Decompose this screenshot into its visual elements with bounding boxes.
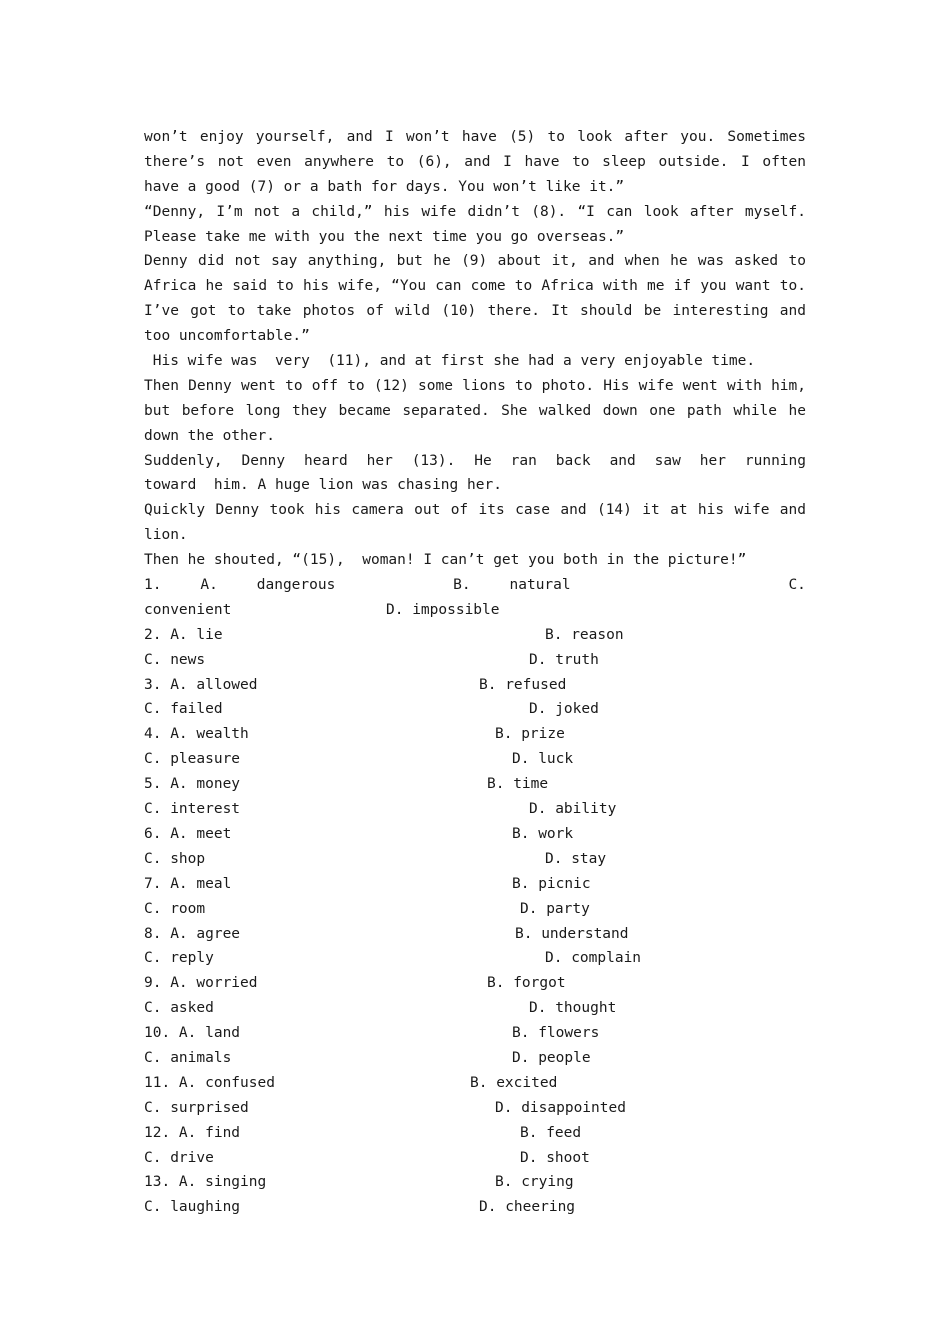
question-row-ab <box>144 772 806 797</box>
question-option: B. forgot <box>487 975 566 992</box>
passage-line: lion. <box>144 527 188 544</box>
option-c-text: convenient <box>144 601 232 618</box>
passage-line: have a good (7) or a bath for days. You won’t like it.” <box>144 178 625 195</box>
question-row-ab <box>144 673 806 698</box>
question-row-ab <box>144 623 806 648</box>
question-option: C. news <box>144 651 206 668</box>
question-option: D. thought <box>529 1000 617 1017</box>
question-option: 3. A. allowed <box>144 676 258 693</box>
question-option: 7. A. meal <box>144 875 232 892</box>
option-b-text: natural <box>509 577 571 594</box>
passage-line: I’ve got to take photos of wild (10) there. It should be interesting and <box>144 303 806 320</box>
question-option: D. complain <box>545 950 642 967</box>
question-option: 8. A. agree <box>144 925 241 942</box>
option-a-text: dangerous <box>256 577 336 594</box>
question-option: 12. A. find <box>144 1124 241 1141</box>
question-row-ab <box>144 922 806 947</box>
question-row-cd <box>144 797 806 822</box>
question-option: D. shoot <box>520 1149 590 1166</box>
question-option: D. disappointed <box>495 1099 626 1116</box>
passage-line: Africa he said to his wife, “You can come to Africa with me if you want to. <box>144 278 806 295</box>
question-option: C. laughing <box>144 1199 241 1216</box>
question-row-cd <box>144 1195 806 1220</box>
passage-line: down the other. <box>144 427 275 444</box>
question-row-cd <box>144 1146 806 1171</box>
passage-line: Please take me with you the next time you go overseas.” <box>144 228 625 245</box>
passage-line: won’t enjoy yourself, and I won’t have (5) to look after you. Sometimes <box>144 129 806 145</box>
question-row-cd <box>144 697 806 722</box>
question-option: D. people <box>512 1049 591 1066</box>
question-option: C. shop <box>144 850 206 867</box>
question-option: C. drive <box>144 1149 214 1166</box>
question-row-cd <box>144 1046 806 1071</box>
question-row-cd <box>144 648 806 673</box>
passage-line: but before long they became separated. She walked down one path while he <box>144 402 806 419</box>
question-row-ab <box>144 971 806 996</box>
question-row-ab <box>144 1071 806 1096</box>
question-row-cd <box>144 847 806 872</box>
question-option: C. reply <box>144 950 214 967</box>
question-row-ab <box>144 872 806 897</box>
option-b-letter: B. <box>453 577 471 594</box>
question-option: B. reason <box>545 626 624 643</box>
question-option: 4. A. wealth <box>144 726 249 743</box>
question-option: B. excited <box>470 1074 558 1091</box>
question-option: 6. A. meet <box>144 825 232 842</box>
question-option: D. luck <box>512 751 574 768</box>
question-row-cd <box>144 747 806 772</box>
question-option: C. animals <box>144 1049 232 1066</box>
cloze-passage <box>144 125 806 573</box>
passage-line: Denny did not say anything, but he (9) about it, and when he was asked to <box>144 253 806 270</box>
question-number: 1. <box>144 577 162 594</box>
question-option: B. picnic <box>512 875 591 892</box>
document-content <box>144 125 806 1220</box>
question-row-cd <box>144 996 806 1021</box>
question-option: B. prize <box>495 726 565 743</box>
question-option: 10. A. land <box>144 1025 241 1042</box>
question-option: C. room <box>144 900 206 917</box>
passage-line: Quickly Denny took his camera out of its case and (14) it at his wife and <box>144 502 806 519</box>
question-option: B. feed <box>520 1124 582 1141</box>
question-option: D. joked <box>529 701 599 718</box>
passage-line: too uncomfortable.” <box>144 328 310 345</box>
question-option: B. work <box>512 825 574 842</box>
option-d: D. impossible <box>386 601 500 618</box>
question-option: C. surprised <box>144 1099 249 1116</box>
question-option: D. party <box>520 900 590 917</box>
question-option: B. understand <box>515 925 629 942</box>
question-option: D. ability <box>529 801 617 818</box>
question-1-row-cd <box>144 598 806 623</box>
question-row-cd <box>144 946 806 971</box>
question-row-ab <box>144 1121 806 1146</box>
question-option: B. flowers <box>512 1025 600 1042</box>
question-row-ab <box>144 1021 806 1046</box>
question-1-row-ab <box>144 573 806 598</box>
question-option: D. truth <box>529 651 599 668</box>
option-a-letter: A. <box>200 577 218 594</box>
question-option: B. refused <box>479 676 567 693</box>
question-option: 2. A. lie <box>144 626 223 643</box>
question-row-cd <box>144 897 806 922</box>
question-option: B. crying <box>495 1174 574 1191</box>
passage-line: His wife was very (11), and at first she had a very enjoyable time. <box>144 353 756 370</box>
question-option: 11. A. confused <box>144 1074 275 1091</box>
question-option: C. pleasure <box>144 751 241 768</box>
question-option: D. cheering <box>479 1199 576 1216</box>
question-option: D. stay <box>545 850 607 867</box>
question-row-ab <box>144 822 806 847</box>
question-row-ab <box>144 722 806 747</box>
question-option: 5. A. money <box>144 776 241 793</box>
passage-line: toward him. A huge lion was chasing her. <box>144 477 502 494</box>
passage-line: Then he shouted, “(15), woman! I can’t get you both in the picture!” <box>144 552 747 569</box>
question-option: C. asked <box>144 1000 214 1017</box>
passage-line: “Denny, I’m not a child,” his wife didn’t (8). “I can look after myself. <box>144 203 806 220</box>
question-row-cd <box>144 1096 806 1121</box>
question-option: C. failed <box>144 701 223 718</box>
passage-line: Suddenly, Denny heard her (13). He ran back and saw her running <box>144 452 806 469</box>
passage-line: there’s not even anywhere to (6), and I have to sleep outside. I often <box>144 153 806 170</box>
question-option: 9. A. worried <box>144 975 258 992</box>
question-option: B. time <box>487 776 549 793</box>
question-option: C. interest <box>144 801 241 818</box>
question-row-ab <box>144 1170 806 1195</box>
option-c-letter: C. <box>788 577 806 594</box>
question-option: 13. A. singing <box>144 1174 267 1191</box>
passage-line: Then Denny went to off to (12) some lions to photo. His wife went with him, <box>144 377 806 394</box>
question-list <box>144 623 806 1220</box>
